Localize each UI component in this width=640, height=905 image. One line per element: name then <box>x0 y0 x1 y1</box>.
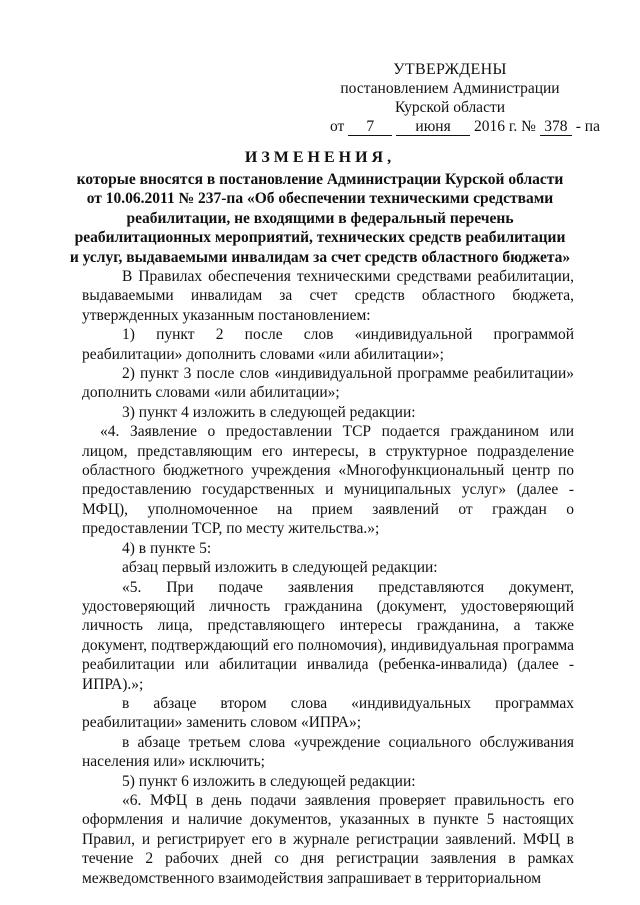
decree-number: 378 <box>540 119 572 136</box>
approval-line-1: постановлением Администрации <box>340 80 560 97</box>
date-year: 2016 г. № <box>473 118 536 135</box>
document-body <box>82 267 574 888</box>
title-line: и услуг, выдаваемыми инвалидам за счет средств областного бюджета» <box>69 248 571 266</box>
paragraph: В Правилах обеспечения техническими средствами реабилитации, выдаваемыми инвалидам за счет средств областного бюджета, утвержденных указанным постановлением: <box>82 268 574 324</box>
title-line: реабилитации, не входящими в федеральный перечень <box>126 209 514 227</box>
date-month: июня <box>396 119 470 136</box>
date-prefix: от <box>330 118 345 135</box>
paragraph: 1) пункт 2 после слов «индивидуальной программой реабилитации» дополнить словами «или абилитации»; <box>82 326 574 363</box>
paragraph: 2) пункт 3 после слов «индивидуальной программе реабилитации» дополнить словами «или абилитации»; <box>82 365 574 402</box>
date-day: 7 <box>348 119 392 136</box>
title-line: от 10.06.2011 № 237-па «Об обеспечении техническими средствами <box>86 190 554 207</box>
paragraph: в абзаце третьем слова «учреждение социального обслуживания населения или» исключить; <box>82 733 574 771</box>
paragraph: 3) пункт 4 изложить в следующей редакции: <box>122 403 416 421</box>
paragraph: «4. Заявление о предоставлении ТСР подается гражданином или лицом, представляющим его интересы, в структурное подразделение областного бюджетного учреждения «Многофункциональный центр по предоставлению государственных и муниципальных услуг» (далее - МФЦ), уполномоченное на прием заявлений от граждан о предоставлении ТСР, по месту жительства.»; <box>82 423 574 538</box>
paragraph: «6. МФЦ в день подачи заявления проверяет правильность его оформления и наличие документов, указанных в пункте 5 настоящих Правил, и регистрирует его в журнале регистрации заявлений. МФЦ в течение 2 рабочих дней со дня регистрации заявления в рамках межведомственного взаимодействия запрашивает в территориальном <box>82 791 574 887</box>
title-main: ИЗМЕНЕНИЯ, <box>244 149 396 166</box>
decree-suffix: - па <box>575 118 600 135</box>
paragraph: 5) пункт 6 изложить в следующей редакции: <box>122 772 416 790</box>
approval-stamp <box>330 60 600 136</box>
approval-date-line <box>330 117 600 136</box>
paragraph: 4) в пункте 5: <box>122 539 212 557</box>
paragraph: в абзаце втором слова «индивидуальных программах реабилитации» заменить словом «ИПРА»; <box>82 694 574 732</box>
document-title <box>40 148 600 267</box>
title-line: которые вносятся в постановление Администрации Курской области <box>76 170 564 188</box>
paragraph: абзац первый изложить в следующей редакции: <box>122 559 438 577</box>
paragraph: «5. При подаче заявления представляются документ, удостоверяющий личность гражданина (документ, удостоверяющий личность лица, представляющего интересы гражданина, а также документ, подтверждающий его полномочия), индивидуальная программа реабилитации или абилитации инвалида (ребенка-инвалида) (далее - ИПРА).»; <box>82 578 574 693</box>
approval-heading: УТВЕРЖДЕНЫ <box>393 61 507 78</box>
title-line: реабилитационных мероприятий, технических средств реабилитации <box>74 229 566 246</box>
approval-line-2: Курской области <box>394 99 506 116</box>
